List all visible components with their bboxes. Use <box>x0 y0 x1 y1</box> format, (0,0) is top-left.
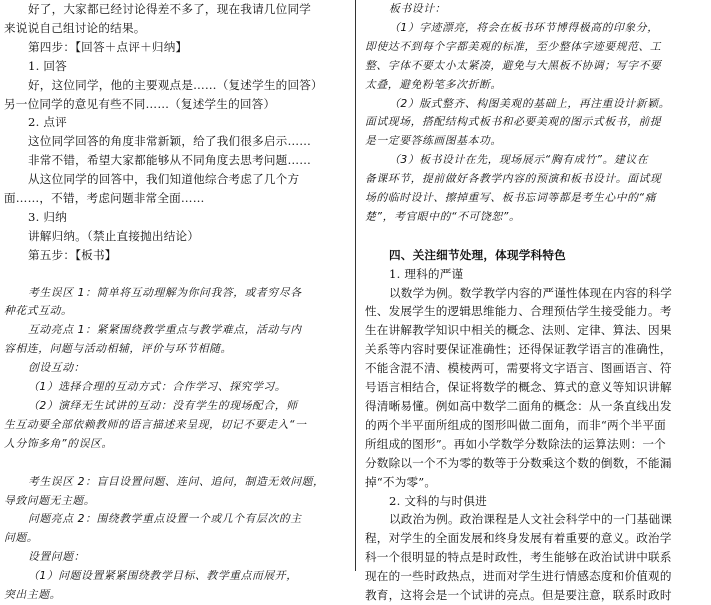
text-line: 生在讲解教学知识中相关的概念、法则、定律、算法、因果 <box>365 323 672 338</box>
text-line: （1）选择合理的互动方式：合作学习、探究学习。 <box>28 380 287 394</box>
text-line: 这位同学回答的角度非常新颖，给了我们很多启示…… <box>28 134 312 149</box>
text-line: 互动亮点 1：紧紧围绕教学重点与教学难点，活动与内 <box>28 323 302 337</box>
text-line: 容相连，问题与活动相辅，评价与环节相随。 <box>4 342 232 356</box>
text-line: 楚”，考官眼中的“不可饶恕”。 <box>365 209 521 223</box>
blank-line <box>4 265 349 284</box>
text-line: 关系等内容时要保证准确性；还得保证教学语言的准确性， <box>365 342 672 357</box>
text-line: 创设互动： <box>28 361 85 375</box>
text-line: 四、关注细节处理，体现学科特色 <box>389 247 566 262</box>
text-line: 科一个很明显的特点是时政性，考生能够在政治试讲中联系 <box>365 550 672 565</box>
text-line: 程，对学生的全面发展和终身发展有着重要的意义。政治学 <box>365 531 672 546</box>
text-line: 好，这位同学，他的主要观点是……（复述学生的回答） <box>28 77 323 92</box>
text-line: 导致问题无主题。 <box>4 493 96 507</box>
text-line: 以数学为例。数学教学内容的严谨性体现在内容的科学 <box>389 285 673 300</box>
text-line: 另一位同学的意见有些不同……（复述学生的回答） <box>4 96 276 111</box>
text-line: 来说说自己组讨论的结果。 <box>4 20 146 35</box>
text-line: 不能含混不清、模棱两可，需要将文字语言、图画语言、符 <box>365 361 672 376</box>
text-line: 太叠，避免粉笔多次折断。 <box>365 77 502 91</box>
text-line: 3. 归纳 <box>28 209 67 224</box>
blank-line <box>4 454 349 473</box>
text-line: 板书设计： <box>389 2 446 15</box>
text-line: 现在的一些时政热点，进而对学生进行情感态度和价值观的 <box>365 569 672 584</box>
text-line: 场的临时设计、擦掉重写、板书忘词等都是考生心中的“痛 <box>365 191 657 205</box>
text-line: 从这位同学的回答中，我们知道他综合考虑了几个方 <box>28 172 300 187</box>
text-line: （2）演绎无生试讲的互动：没有学生的现场配合，师 <box>28 399 298 413</box>
text-line: 非常不错，希望大家都能够从不同角度去思考问题…… <box>28 153 312 168</box>
column-divider <box>355 0 356 571</box>
text-line: （3）板书设计在先，现场展示“胸有成竹”。建议在 <box>389 153 649 167</box>
text-line: 问题亮点 2：围绕教学重点设置一个或几个有层次的主 <box>28 512 302 526</box>
text-line: 的两个半平面所组成的图形叫做二面角，而非“两个半平面 <box>365 417 666 432</box>
text-line: 考生误区 1：简单将互动理解为你问我答，或者穷尽各 <box>28 285 302 299</box>
text-line: 分数除以一个不为零的数等于分数乘这个数的倒数，不能漏 <box>365 455 672 470</box>
text-line: 设置问题： <box>28 550 85 564</box>
text-line: 第四步：【回答＋点评＋归纳】 <box>28 39 188 54</box>
text-line: 突出主题。 <box>4 588 61 602</box>
text-line: 生互动要全部依赖教师的语言描述来呈现，切记不要走入“一 <box>4 417 307 431</box>
text-line: 2. 文科的与时俱进 <box>389 493 487 508</box>
text-line: 即使达不到每个字都美观的标准，至少整体字迹要规范、工 <box>365 39 662 53</box>
text-line: 人分饰多角”的误区。 <box>4 436 113 450</box>
text-line: 是一定要答练画图基本功。 <box>365 134 502 148</box>
text-line: 面试现场，搭配结构式板书和必要美观的图示式板书，前提 <box>365 115 662 129</box>
text-line: 种花式互动。 <box>4 304 73 318</box>
text-line: 所组成的图形”。再如小学数学分数除法的运算法则：一个 <box>365 436 666 451</box>
text-line: 教育，这将会是一个试讲的亮点。但是要注意，联系时政时 <box>365 588 672 603</box>
text-line: 2. 点评 <box>28 115 67 130</box>
text-line: 性、发展学生的逻辑思维能力、合理预估学生接受能力。考 <box>365 304 672 319</box>
text-line: 整、字体不要太小太紧凑，避免与大黑板不协调；写字不要 <box>365 58 662 72</box>
text-line: 1. 理科的严谨 <box>389 266 464 281</box>
text-line: 好了，大家都已经讨论得差不多了，现在我请几位同学 <box>28 2 312 16</box>
text-line: 得清晰易懂。例如高中数学二面角的概念：从一条直线出发 <box>365 399 672 414</box>
text-line: 以政治为例。政治课程是人文社会科学中的一门基础课 <box>389 512 673 527</box>
text-line: 第五步：【板书】 <box>28 247 117 262</box>
text-line: 面……，不错，考虑问题非常全面…… <box>4 191 205 206</box>
text-line: 讲解归纳。（禁止直接抛出结论） <box>28 228 200 243</box>
text-line: 考生误区 2：盲目设置问题、连问、追问，制造无效问题， <box>28 474 325 488</box>
text-line: （1）字迹漂亮，将会在板书环节博得极高的印象分， <box>389 20 659 34</box>
text-line: 问题。 <box>4 531 39 545</box>
text-line: （2）版式整齐、构图美观的基础上，再注重设计新颖。 <box>389 96 670 110</box>
text-line: 备课环节，提前做好各教学内容的预演和板书设计。面试现 <box>365 172 662 186</box>
text-line: （1）问题设置紧紧围绕教学目标、教学重点而展开， <box>28 569 298 583</box>
text-line: 掉“不为零”。 <box>365 474 437 489</box>
text-line: 号语言相结合，保证将数学的概念、算式的意义等知识讲解 <box>365 380 672 395</box>
text-line: 1. 回答 <box>28 58 67 73</box>
left-column <box>4 0 349 602</box>
blank-line <box>365 227 707 246</box>
right-column <box>365 0 707 603</box>
